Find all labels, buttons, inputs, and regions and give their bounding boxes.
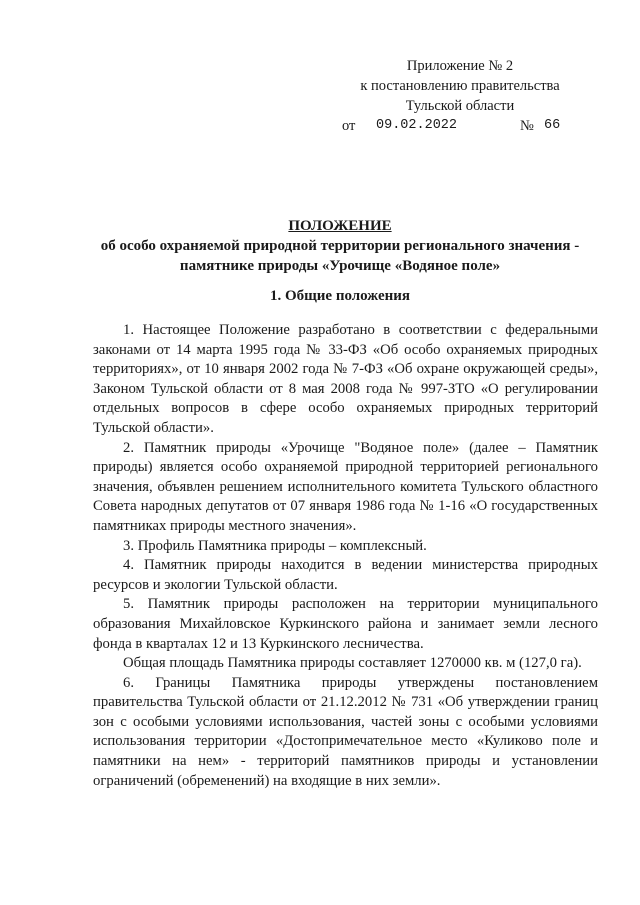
document-title-block	[60, 216, 620, 276]
decree-number: 66	[544, 118, 561, 133]
annex-title: Приложение № 2	[406, 58, 514, 74]
document-title: ПОЛОЖЕНИЕ	[288, 218, 392, 234]
paragraph-1: 1. Настоящее Положение разработано в соответствии с федеральными законами от 14 марта 1995 года № 33-ФЗ «Об особо охраняемых природных территориях», от 10 января 2002 года № 7-ФЗ «Об охране окружающей среды», Законом Тульской области от 8 мая 2008 года № 997-ЗТО «О регулировании отдельных вопросов в сфере особо охраняемых природных территорий Тульской области».	[93, 322, 598, 436]
paragraph-3: 3. Профиль Памятника природы – комплексный.	[123, 537, 427, 554]
paragraph-2: 2. Памятник природы «Урочище "Водяное поле» (далее – Памятник природы) является особо охраняемой природной территорией регионального значения, объявлен решением исполнительного комитета Тульского областного Совета народных депутатов от 07 января 1986 года № 1-16 «О государственных памятниках природы местного значения».	[93, 439, 598, 534]
paragraph-6: 6. Границы Памятника природы утверждены постановлением правительства Тульской области от 21.12.2012 № 731 «Об утверждении границ зон с особыми условиями использования, частей зоны с особыми условиями использования территории «Достопримечательное место «Куликово поле и памятники на нем» - территорий памятников природы и установлении ограничений (обременений) на входящие в них земли».	[93, 674, 598, 789]
document-subtitle-line1: об особо охраняемой природной территории регионального значения -	[100, 238, 580, 254]
annex-header	[330, 56, 590, 116]
section-title: 1. Общие положения	[269, 288, 411, 304]
paragraph-5: 5. Памятник природы расположен на территории муниципального образования Михайловское Куркинского района и занимает земли лесного фонда в кварталах 12 и 13 Куркинского лесничества.	[93, 596, 598, 652]
date-label: от	[342, 118, 356, 134]
number-label: №	[520, 118, 534, 134]
decree-date: 09.02.2022	[376, 118, 458, 133]
paragraph-4: 4. Памятник природы находится в ведении министерства природных ресурсов и экологии Тульской области.	[93, 557, 598, 593]
annex-region: Тульской области	[405, 98, 515, 114]
paragraph-area: Общая площадь Памятника природы составляет 1270000 кв. м (127,0 га).	[123, 655, 582, 672]
annex-reference: к постановлению правительства	[360, 78, 560, 94]
document-subtitle-line2: памятнике природы «Урочище «Водяное поле»	[179, 258, 501, 274]
document-body	[93, 321, 598, 791]
